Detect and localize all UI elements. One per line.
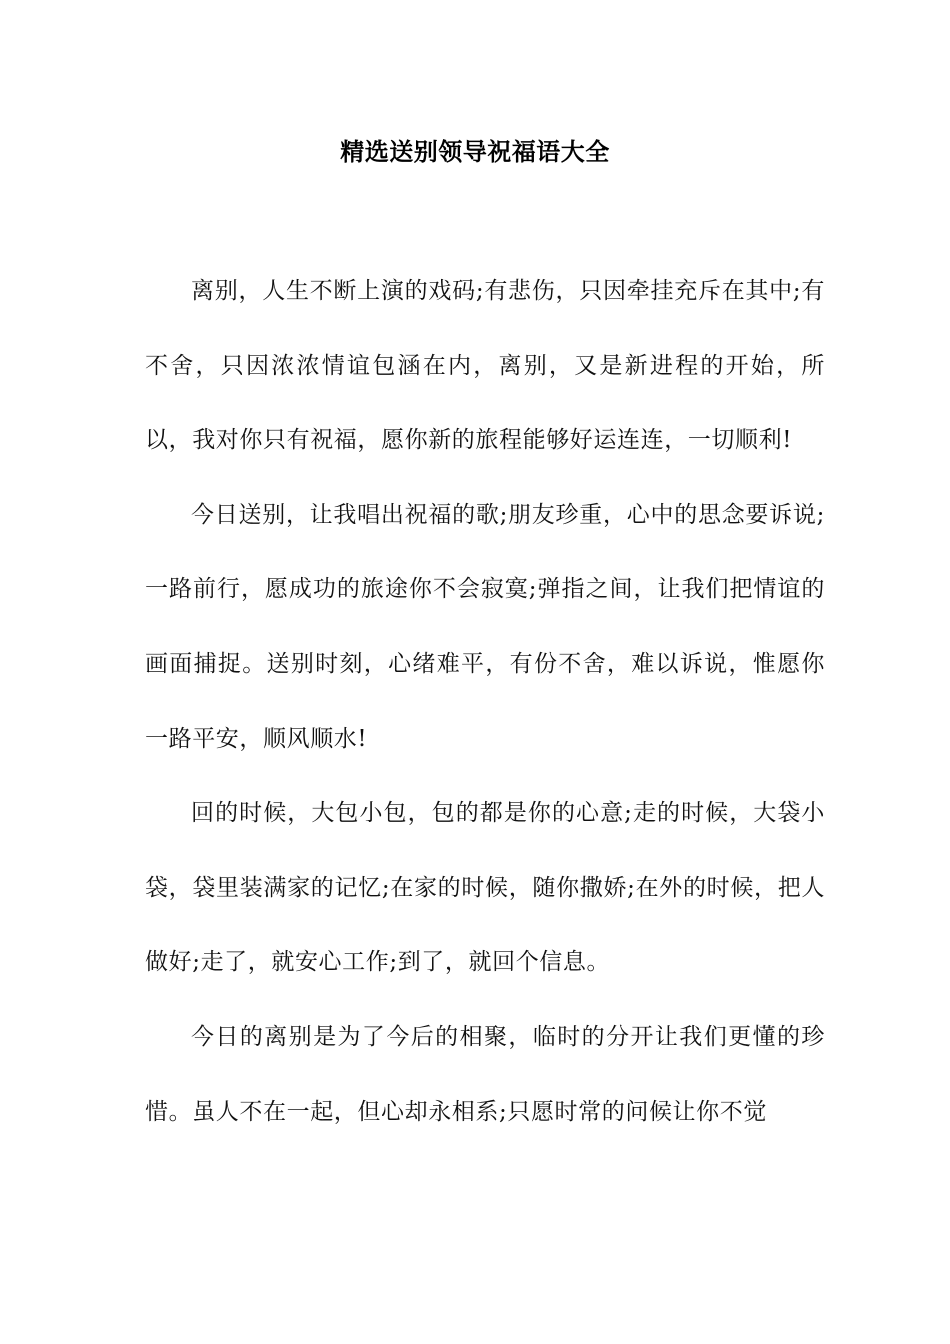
paragraph-2: 今日送别，让我唱出祝福的歌;朋友珍重，心中的思念要诉说;一路前行，愿成功的旅途你不会寂寞;弹指之间，让我们把情谊的画面捕捉。送别时刻，心绪难平，有份不舍，难以诉说，惟愿你一路平安，顺风顺水! [145, 501, 825, 752]
paragraph-1: 离别，人生不断上演的戏码;有悲伤，只因牵挂充斥在其中;有不舍，只因浓浓情谊包涵在内，离别，又是新进程的开始，所以，我对你只有祝福，愿你新的旅程能够好运连连，一切顺利! [145, 278, 825, 454]
paragraph-4: 今日的离别是为了今后的相聚，临时的分开让我们更懂的珍惜。虽人不在一起，但心却永相系;只愿时常的问候让你不觉 [145, 1023, 825, 1125]
paragraph-3: 回的时候，大包小包，包的都是你的心意;走的时候，大袋小袋，袋里装满家的记忆;在家的时候，随你撒娇;在外的时候，把人做好;走了，就安心工作;到了，就回个信息。 [145, 800, 825, 976]
document-title: 精选送别领导祝福语大全 [340, 137, 610, 166]
document-body [145, 254, 825, 1149]
